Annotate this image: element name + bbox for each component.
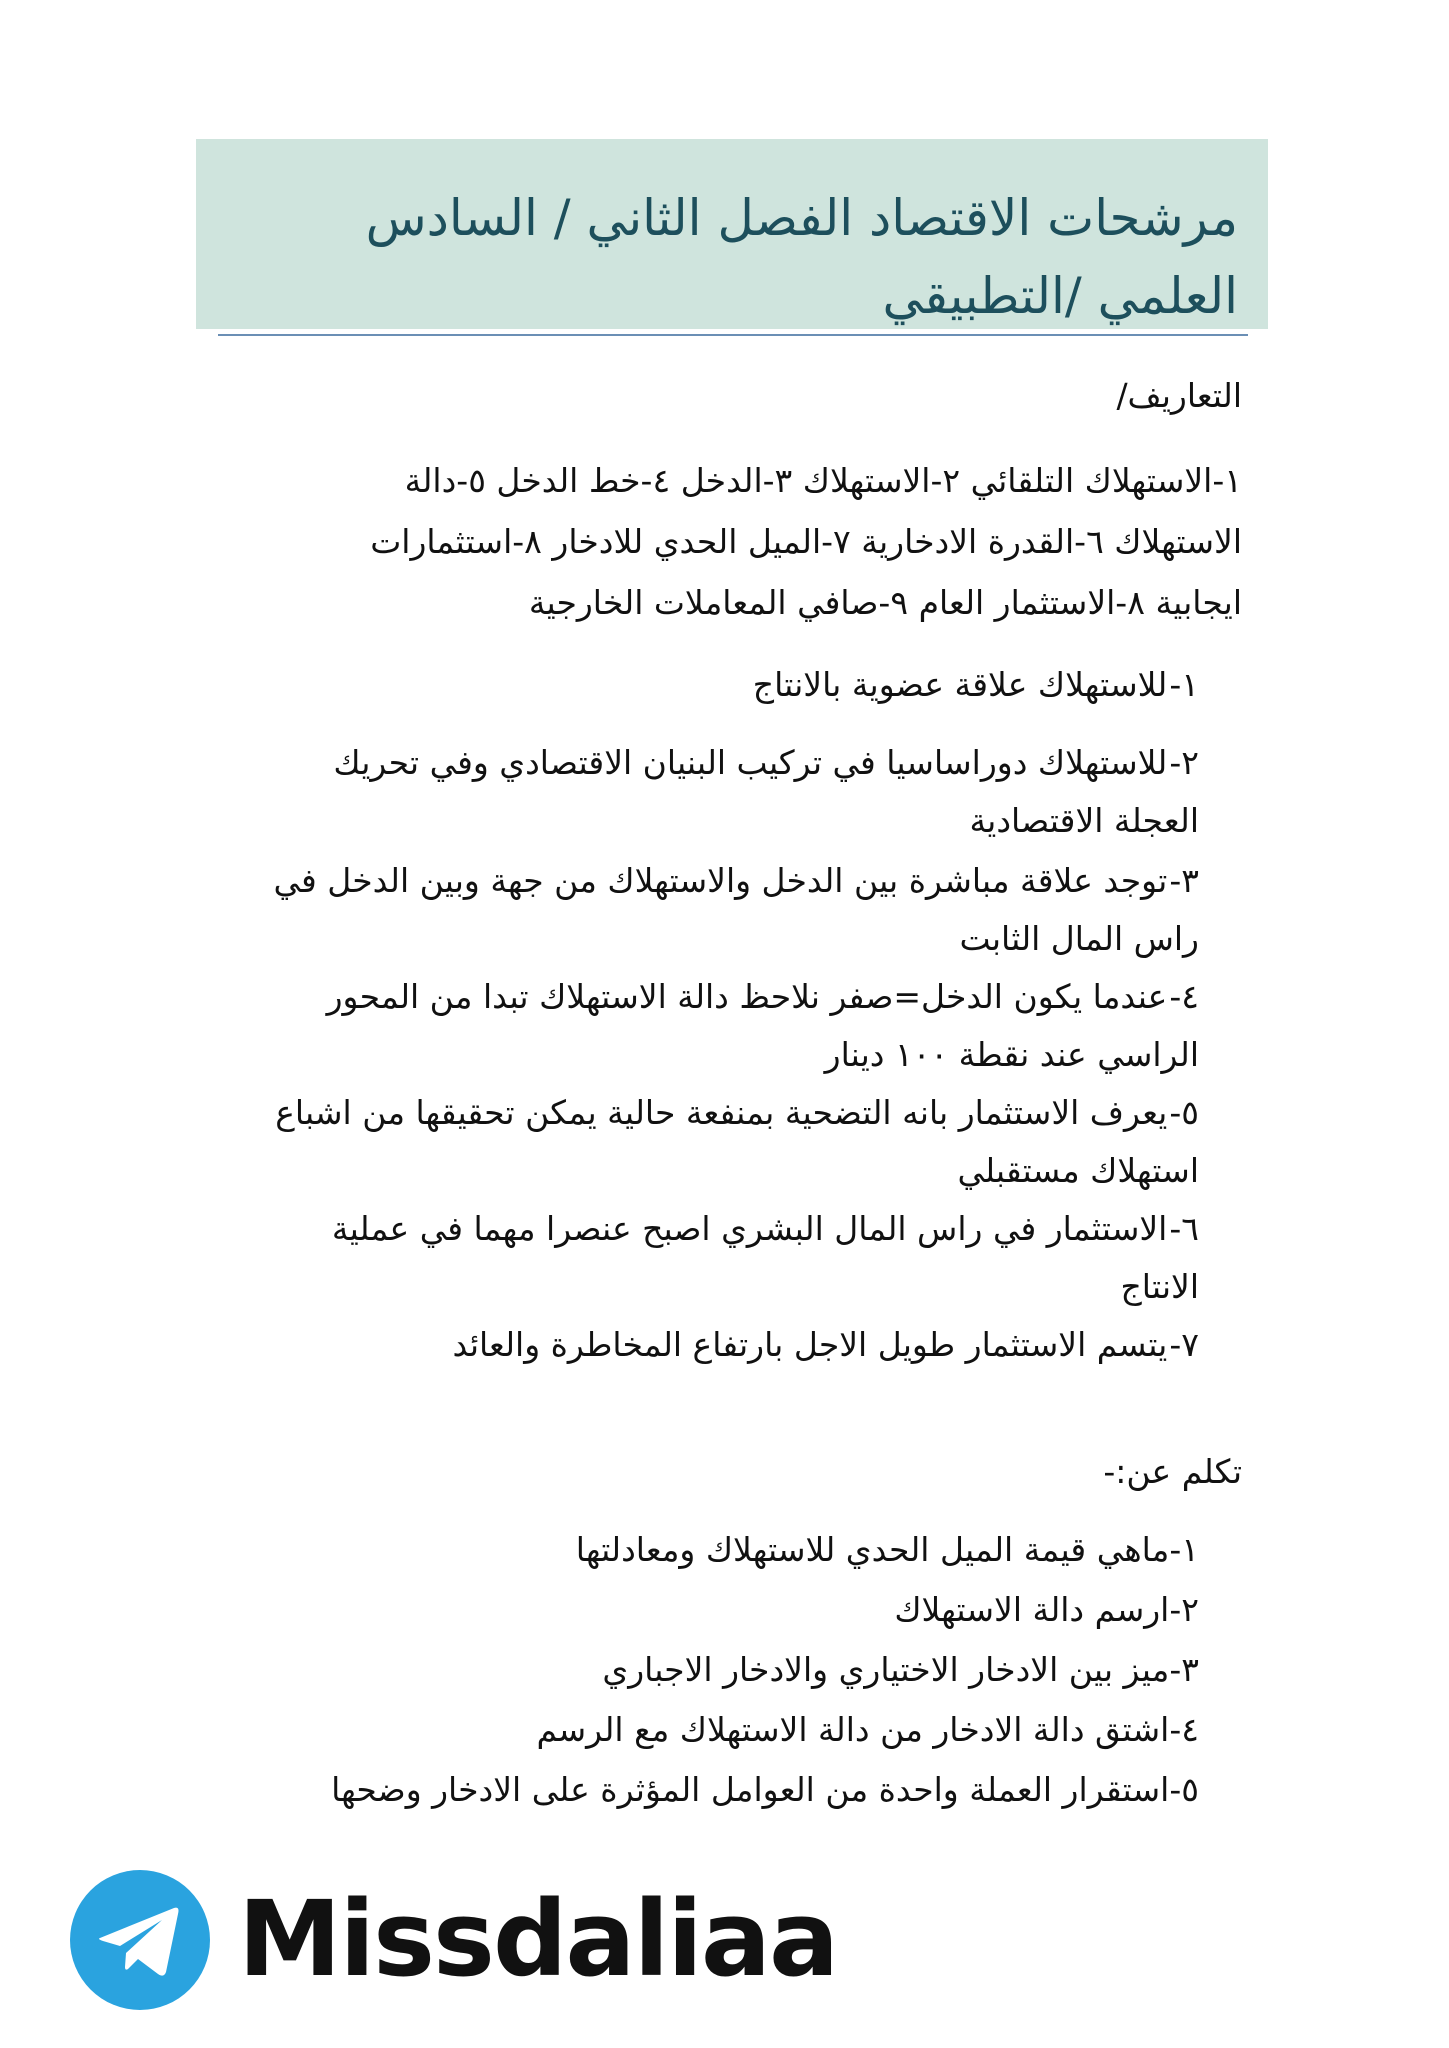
definitions-line: ١-الاستهلاك التلقائي ٢-الاستهلاك ٣-الدخل ٤-خط الدخل ٥-دالة <box>404 461 1242 500</box>
telegram-icon <box>70 1870 210 2010</box>
item-number: ٦- <box>1169 1209 1199 1248</box>
list-item <box>299 1520 1199 1580</box>
item-text: اشتق دالة الادخار من دالة الاستهلاك مع الرسم <box>536 1710 1170 1749</box>
definitions-paragraph <box>292 450 1242 633</box>
list-item <box>199 852 1199 968</box>
item-text: للاستهلاك دوراساسيا في تركيب البنيان الاقتصادي وفي تحريك <box>333 743 1168 782</box>
talk-about-heading: تكلم عن:- <box>1103 1452 1242 1491</box>
item-text: عندما يكون الدخل=صفر نلاحظ دالة الاستهلاك تبدا من المحور <box>326 977 1168 1016</box>
item-number: ٧- <box>1169 1325 1199 1364</box>
list-item <box>199 734 1199 850</box>
item-text: توجد علاقة مباشرة بين الدخل والاستهلاك من جهة وبين الدخل في <box>273 861 1168 900</box>
item-text: ميز بين الادخار الاختياري والادخار الاجباري <box>602 1650 1170 1689</box>
list-item <box>199 1084 1199 1200</box>
item-number: ٣- <box>1169 861 1199 900</box>
item-number: ٥- <box>1169 1093 1199 1132</box>
item-text-continued: راس المال الثابت <box>959 919 1199 958</box>
brand-watermark <box>70 1870 838 2010</box>
item-text: يعرف الاستثمار بانه التضحية بمنفعة حالية يمكن تحقيقها من اشباع <box>275 1093 1168 1132</box>
statements-list <box>199 656 1199 1374</box>
item-number: ٢- <box>1169 1590 1199 1629</box>
item-text: يتسم الاستثمار طويل الاجل بارتفاع المخاطرة والعائد <box>452 1325 1168 1364</box>
questions-list <box>299 1520 1199 1820</box>
item-number: ٤- <box>1169 1710 1199 1749</box>
title-divider <box>218 334 1248 336</box>
brand-name: Missdaliaa <box>238 1878 838 2000</box>
definitions-heading: التعاريف/ <box>1116 376 1242 415</box>
page-title: مرشحات الاقتصاد الفصل الثاني / السادس العلمي /التطبيقي <box>365 189 1238 325</box>
list-item <box>199 1200 1199 1316</box>
item-text-continued: الانتاج <box>1120 1267 1199 1306</box>
item-number: ١- <box>1169 1530 1199 1569</box>
item-text: استقرار العملة واحدة من العوامل المؤثرة على الادخار وضحها <box>331 1770 1170 1809</box>
item-number: ٥- <box>1169 1770 1199 1809</box>
item-number: ٤- <box>1169 977 1199 1016</box>
title-banner <box>196 139 1268 329</box>
item-text: الاستثمار في راس المال البشري اصبح عنصرا مهما في عملية <box>331 1209 1168 1248</box>
list-item <box>199 968 1199 1084</box>
item-text-continued: الراسي عند نقطة ١٠٠ دينار <box>824 1035 1199 1074</box>
item-text: ارسم دالة الاستهلاك <box>894 1590 1170 1629</box>
list-item <box>199 656 1199 714</box>
item-text: ماهي قيمة الميل الحدي للاستهلاك ومعادلتها <box>575 1530 1170 1569</box>
list-item <box>299 1700 1199 1760</box>
list-item <box>299 1640 1199 1700</box>
item-text-continued: استهلاك مستقبلي <box>957 1151 1199 1190</box>
item-text-continued: العجلة الاقتصادية <box>969 801 1199 840</box>
item-number: ٣- <box>1169 1650 1199 1689</box>
item-number: ١- <box>1169 665 1199 704</box>
list-item <box>299 1760 1199 1820</box>
definitions-line: ايجابية ٨-الاستثمار العام ٩-صافي المعاملات الخارجية <box>528 583 1242 622</box>
definitions-line: الاستهلاك ٦-القدرة الادخارية ٧-الميل الحدي للادخار ٨-استثمارات <box>370 522 1242 561</box>
item-text: للاستهلاك علاقة عضوية بالانتاج <box>752 665 1168 704</box>
item-number: ٢- <box>1169 743 1199 782</box>
list-item <box>199 1316 1199 1374</box>
list-item <box>299 1580 1199 1640</box>
